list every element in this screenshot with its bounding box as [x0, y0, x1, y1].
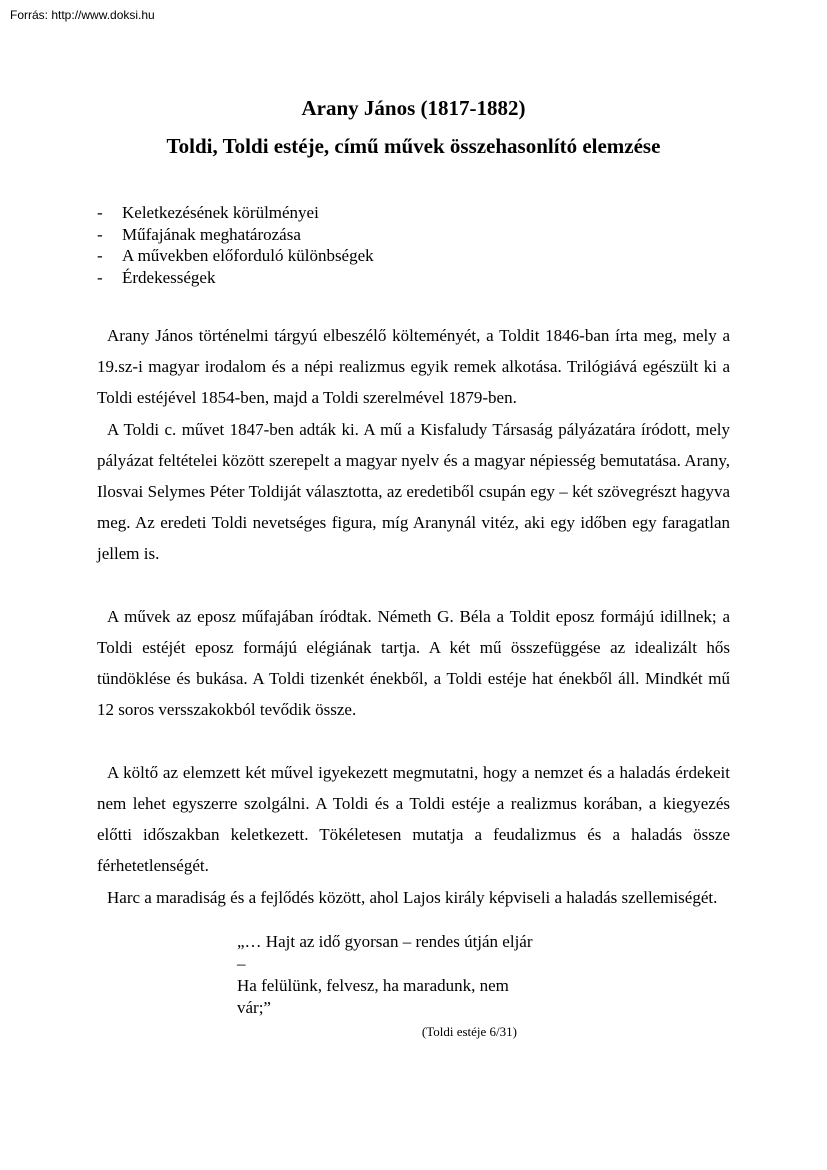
dash-bullet-icon: [97, 224, 122, 246]
poem-quote: [237, 931, 537, 1043]
page-subtitle: Toldi, Toldi estéje, című művek összehasonlító elemzése: [166, 134, 661, 158]
list-item-text: Keletkezésének körülményei: [122, 203, 319, 222]
list-item: [97, 245, 730, 267]
dash-bullet-icon: [97, 202, 122, 224]
paragraph: Arany János történelmi tárgyú elbeszélő költeményét, a Toldit 1846-ban írta meg, mely a 19.sz-i magyar irodalom és a népi realizmus egyik remek alkotása. Trilógiává egészült ki a Toldi estéjével 1854-ben, majd a Toldi szerelmével 1879-ben.: [97, 326, 730, 408]
dash-bullet-icon: [97, 267, 122, 289]
paragraph: A Toldi c. művet 1847-ben adták ki. A mű a Kisfaludy Társaság pályázatára íródott, mely pályázat feltételei között szerepelt a magyar nyelv és a magyar népiesség bemutatása. Arany, Ilosvai Selymes Péter Toldiját választotta, az eredetiből csupán egy – két szövegrészt hagyva meg. Az eredeti Toldi nevetséges figura, míg Aranynál vitéz, aki egy időben egy faragatlan jellem is.: [97, 419, 730, 564]
paragraph: A költő az elemzett két művel igyekezett megmutatni, hogy a nemzet és a haladás érdekeit nem lehet egyszerre szolgálni. A Toldi és a Toldi estéje a realizmus korában, a kiegyezés előtti időszakban keletkezett. Tökéletesen mutatja a feudalizmus és a haladás össze férhetetlenségét.: [97, 762, 730, 876]
essay-text: [97, 320, 730, 913]
list-item-text: A művekben előforduló különbségek: [122, 246, 374, 265]
page-title: Arany János (1817-1882): [301, 96, 526, 120]
source-url-label: Forrás: http://www.doksi.hu: [10, 8, 155, 22]
quote-line: „… Hajt az idő gyorsan – rendes útján eljár –: [237, 931, 533, 973]
quote-line: Ha felülünk, felvesz, ha maradunk, nem vár;”: [237, 975, 509, 1017]
list-item: [97, 202, 730, 224]
dash-bullet-icon: [97, 245, 122, 267]
list-item: [97, 224, 730, 246]
topic-list: [97, 202, 730, 288]
paragraph: Harc a maradiság és a fejlődés között, ahol Lajos király képviseli a haladás szellemiségét.: [107, 887, 718, 907]
list-item-text: Érdekességek: [122, 267, 216, 287]
list-item-text: Műfajának meghatározása: [122, 224, 301, 244]
list-item: [97, 267, 730, 289]
paragraph: A művek az eposz műfajában íródtak. Németh G. Béla a Toldit eposz formájú idillnek; a Toldi estéjét eposz formájú elégiának tartja. A két mű összefüggése az idealizált hős tündöklése és bukása. A Toldi tizenkét énekből, a Toldi estéje hat énekből áll. Mindkét mű 12 soros versszakokból tevődik össze.: [97, 606, 730, 720]
quote-attribution: (Toldi estéje 6/31): [421, 1023, 517, 1039]
